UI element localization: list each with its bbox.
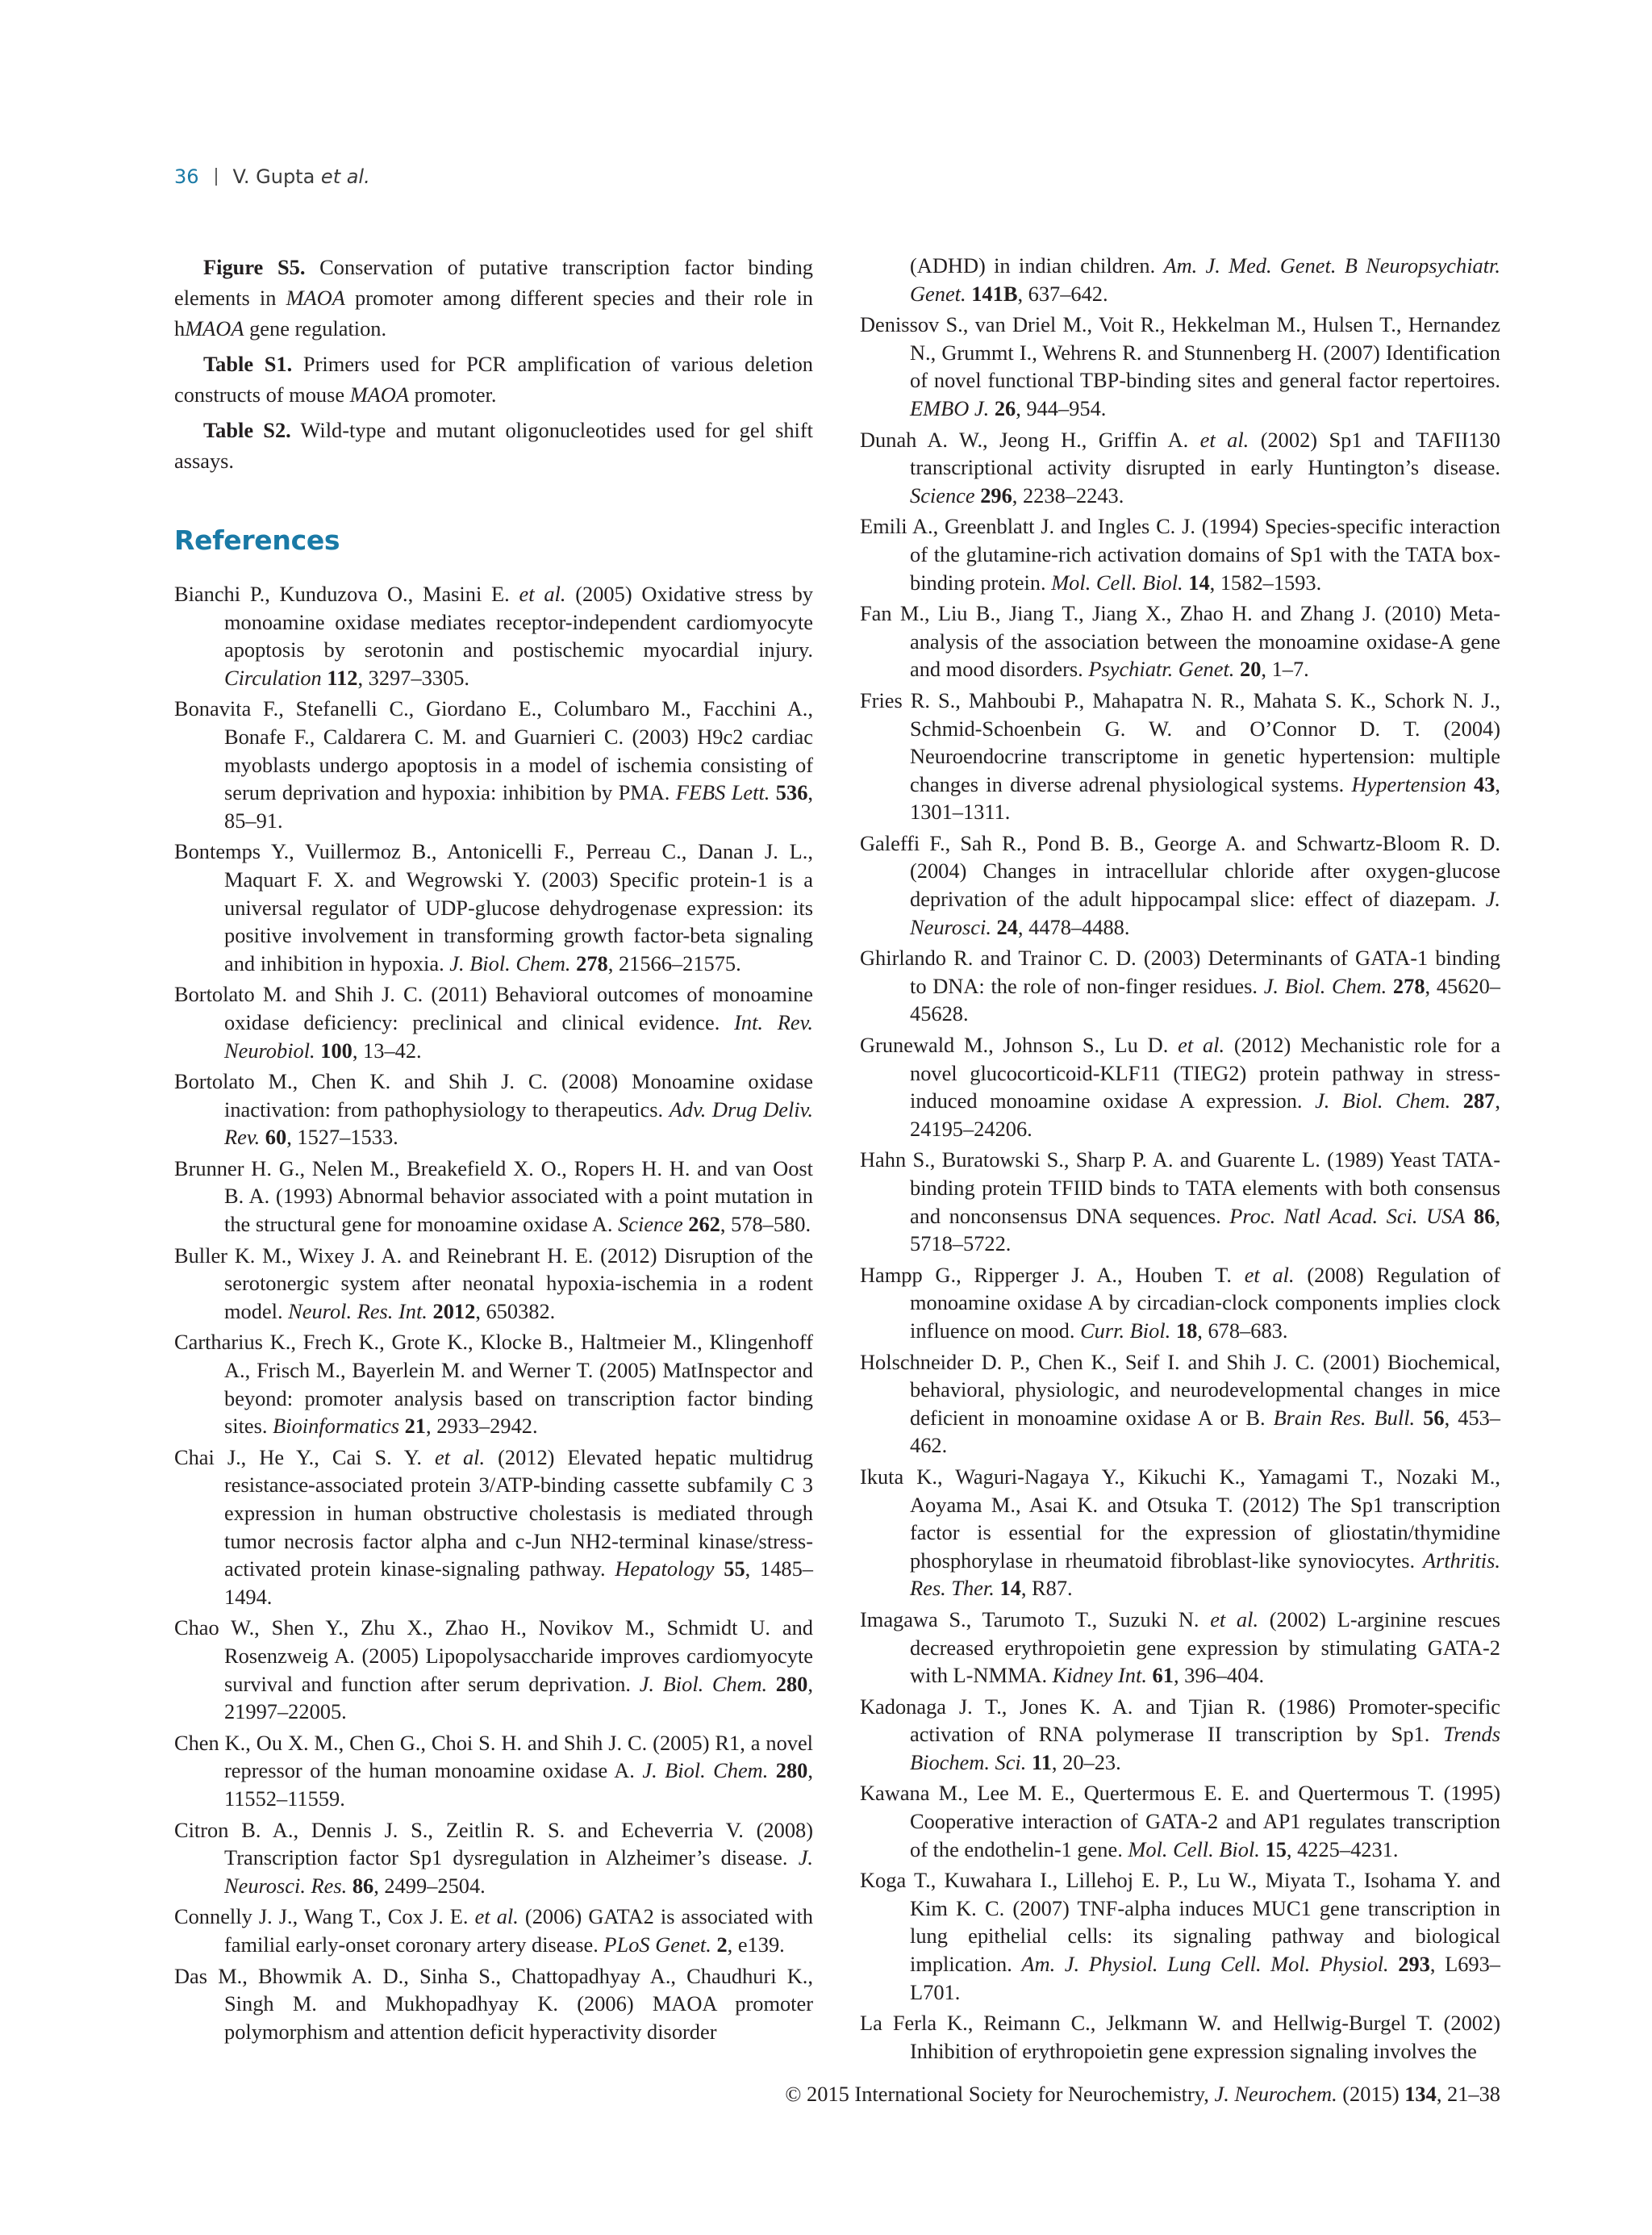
caption-label: Table S1. (203, 352, 293, 376)
reference-entry: Ghirlando R. and Trainor C. D. (2003) Determinants of GATA-1 binding to DNA: the role of non-finger residues. J. Biol. Chem. 278, 45620–45628. (860, 946, 1500, 1026)
reference-entry: Bonavita F., Stefanelli C., Giordano E., Columbaro M., Facchini A., Bonafe F., Caldarera C. M. and Guarnieri C. (2003) H9c2 cardiac myoblasts undergo apoptosis in a model of ischemia consisting of serum deprivation and hypoxia: inhibition by PMA. FEBS Lett. 536, 85–91. (174, 696, 813, 833)
caption-text: Wild-type and mutant oligonucleotides used for gel shift assays. (174, 418, 813, 473)
reference-entry: Fries R. S., Mahboubi P., Mahapatra N. R., Mahata S. K., Schork N. J., Schmid-Schoenbein G. W. and O’Connor D. T. (2004) Neuroendocrine transcriptome in genetic hypertension: multiple changes in diverse adrenal physiological systems. Hypertension 43, 1301–1311. (860, 687, 1500, 825)
left-column (174, 252, 813, 2049)
reference-entry: Chao W., Shen Y., Zhu X., Zhao H., Novikov M., Schmidt U. and Rosenzweig A. (2005) Lipopolysaccharide improves cardiomyocyte survival and function after serum deprivation. J. Biol. Chem. 280, 21997–22005. (174, 1615, 813, 1724)
reference-entry: Citron B. A., Dennis J. S., Zeitlin R. S. and Echeverria V. (2008) Transcription factor Sp1 dysregulation in Alzheimer’s disease. J. Neurosci. Res. 86, 2499–2504. (174, 1817, 813, 1898)
reference-entry: Hampp G., Ripperger J. A., Houben T. et al. (2008) Regulation of monoamine oxidase A by circadian-clock components implies clock influence on mood. Curr. Biol. 18, 678–683. (860, 1262, 1500, 1343)
reference-entry: Hahn S., Buratowski S., Sharp P. A. and Guarente L. (1989) Yeast TATA-binding protein TFIID binds to TATA elements with both consensus and nonconsensus DNA sequences. Proc. Natl Acad. Sci. USA 86, 5718–5722. (860, 1147, 1500, 1256)
reference-entry: Cartharius K., Frech K., Grote K., Klocke B., Haltmeier M., Klingenhoff A., Frisch M., Bayerlein M. and Werner T. (2005) MatInspector and beyond: promoter analysis based on transcription factor binding sites. Bioinformatics 21, 2933–2942. (174, 1330, 813, 1439)
references-list-right (860, 252, 1500, 2065)
reference-entry: Bortolato M. and Shih J. C. (2011) Behavioral outcomes of monoamine oxidase deficiency: preclinical and clinical evidence. Int. Rev. Neurobiol. 100, 13–42. (174, 982, 813, 1063)
reference-entry: Connelly J. J., Wang T., Cox J. E. et al. (2006) GATA2 is associated with familial early-onset coronary artery disease. PLoS Genet. 2, e139. (174, 1904, 813, 1957)
reference-entry: Bontemps Y., Vuillermoz B., Antonicelli F., Perreau C., Danan J. L., Maquart F. X. and Wegrowski Y. (2003) Specific protein-1 is a universal regulator of UDP-glucose dehydrogenase expression: its positive involvement in transforming growth factor-beta signaling and inhibition in hypoxia. J. Biol. Chem. 278, 21566–21575. (174, 839, 813, 975)
reference-entry: Denissov S., van Driel M., Voit R., Hekkelman M., Hulsen T., Hernandez N., Grummt I., Wehrens R. and Stunnenberg H. (2007) Identification of novel functional TBP-binding sites and general factor repertoires. EMBO J. 26, 944–954. (860, 312, 1500, 420)
reference-entry: Chen K., Ou X. M., Chen G., Choi S. H. and Shih J. C. (2005) R1, a novel repressor of the human monoamine oxidase A. J. Biol. Chem. 280, 11552–11559. (174, 1730, 813, 1811)
reference-entry: Buller K. M., Wixey J. A. and Reinebrant H. E. (2012) Disruption of the serotonergic system after neonatal hypoxia-ischemia in a rodent model. Neurol. Res. Int. 2012, 650382. (174, 1243, 813, 1323)
reference-entry: Ikuta K., Waguri-Nagaya Y., Kikuchi K., Yamagami T., Nozaki M., Aoyama M., Asai K. and Otsuka T. (2012) The Sp1 transcription factor is essential for the expression of gliostatin/thymidine phosphorylase in rheumatoid fibroblast-like synoviocytes. Arthritis. Res. Ther. 14, R87. (860, 1464, 1500, 1601)
reference-entry: Emili A., Greenblatt J. and Ingles C. J. (1994) Species-specific interaction of the glutamine-rich activation domains of Sp1 with the TATA box-binding protein. Mol. Cell. Biol. 14, 1582–1593. (860, 514, 1500, 595)
reference-entry: La Ferla K., Reimann C., Jelkmann W. and Hellwig-Burgel T. (2002) Inhibition of erythropoietin gene expression signaling involves the (860, 2011, 1500, 2063)
separator (215, 168, 217, 186)
reference-entry: Grunewald M., Johnson S., Lu D. et al. (2012) Mechanistic role for a novel glucocorticoid-KLF11 (TIEG2) protein pathway in stress-induced monoamine oxidase A expression. J. Biol. Chem. 287, 24195–24206. (860, 1033, 1500, 1141)
caption-text: Conservation of putative transcription factor binding elements in MAOA promoter among different species and their role in hMAOA gene regulation. (174, 255, 814, 340)
running-head-etal: et al. (320, 165, 370, 188)
reference-entry: Bianchi P., Kunduzova O., Masini E. et al. (2005) Oxidative stress by monoamine oxidase mediates receptor-independent cardiomyocyte apoptosis by serotonin and postischemic myocardial injury. Circulation 112, 3297–3305. (174, 582, 813, 690)
reference-entry: Galeffi F., Sah R., Pond B. B., George A. and Schwartz-Bloom R. D. (2004) Changes in intracellular chloride after oxygen-glucose deprivation of the adult hippocampal slice: effect of diazepam. J. Neurosci. 24, 4478–4488. (860, 830, 1500, 939)
reference-entry: Bortolato M., Chen K. and Shih J. C. (2008) Monoamine oxidase inactivation: from pathophysiology to therapeutics. Adv. Drug Deliv. Rev. 60, 1527–1533. (174, 1069, 813, 1150)
caption-label: Figure S5. (203, 255, 306, 279)
reference-entry: Kadonaga J. T., Jones K. A. and Tjian R. (1986) Promoter-specific activation of RNA polymerase II transcription by Sp1. Trends Biochem. Sci. 11, 20–23. (860, 1694, 1500, 1774)
caption (174, 252, 813, 344)
caption (174, 415, 813, 476)
reference-entry: Dunah A. W., Jeong H., Griffin A. et al. (2002) Sp1 and TAFII130 transcriptional activity disrupted in early Huntington’s disease. Science 296, 2238–2243. (860, 427, 1500, 508)
right-column (860, 252, 1500, 2068)
running-head (174, 165, 370, 188)
caption-text: Primers used for PCR amplification of various deletion constructs of mouse MAOA promoter. (174, 352, 813, 407)
reference-entry: Brunner H. G., Nelen M., Breakefield X. O., Ropers H. H. and van Oost B. A. (1993) Abnormal behavior associated with a point mutation in the structural gene for monoamine oxidase A. Science 262, 578–580. (174, 1155, 813, 1237)
caption-label: Table S2. (203, 418, 291, 442)
reference-entry: Fan M., Liu B., Jiang T., Jiang X., Zhao H. and Zhang J. (2010) Meta-analysis of the association between the monoamine oxidase-A gene and mood disorders. Psychiatr. Genet. 20, 1–7. (860, 601, 1500, 682)
references-heading: References (174, 524, 340, 556)
reference-continuation: (ADHD) in indian children. Am. J. Med. Genet. B Neuropsychiatr. Genet. 141B, 637–642. (910, 253, 1500, 306)
running-head-authors: V. Gupta (232, 165, 321, 188)
reference-entry: Chai J., He Y., Cai S. Y. et al. (2012) Elevated hepatic multidrug resistance-associated protein 3/ATP-binding cassette subfamily C 3 expression in human obstructive cholestasis is mediated through tumor necrosis factor alpha and c-Jun NH2-terminal kinase/stress-activated protein kinase-signaling pathway. Hepatology 55, 1485–1494. (174, 1444, 814, 1609)
supplementary-captions (174, 252, 813, 476)
page-footer: © 2015 International Society for Neurochemistry, J. Neurochem. (2015) 134, 21–38 (785, 2082, 1500, 2106)
reference-entry: Koga T., Kuwahara I., Lillehoj E. P., Lu W., Miyata T., Isohama Y. and Kim K. C. (2007) TNF-alpha induces MUC1 gene transcription in lung epithelial cells: its signaling pathway and biological implication. Am. J. Physiol. Lung Cell. Mol. Physiol. 293, L693–L701. (860, 1868, 1500, 2004)
page-number: 36 (174, 165, 199, 188)
reference-entry: Imagawa S., Tarumoto T., Suzuki N. et al. (2002) L-arginine rescues decreased erythropoietin gene expression by stimulating GATA-2 with L-NMMA. Kidney Int. 61, 396–404. (860, 1606, 1500, 1688)
reference-entry: Das M., Bhowmik A. D., Sinha S., Chattopadhyay A., Chaudhuri K., Singh M. and Mukhopadhyay K. (2006) MAOA promoter polymorphism and attention deficit hyperactivity disorder (174, 1963, 813, 2044)
reference-entry: Kawana M., Lee M. E., Quertermous E. E. and Quertermous T. (1995) Cooperative interaction of GATA-2 and AP1 regulates transcription of the endothelin-1 gene. Mol. Cell. Biol. 15, 4225–4231. (860, 1781, 1500, 1861)
caption (174, 349, 813, 410)
references-list-left (174, 580, 813, 2045)
reference-entry: Holschneider D. P., Chen K., Seif I. and Shih J. C. (2001) Biochemical, behavioral, physiologic, and neurodevelopmental changes in mice deficient in monoamine oxidase A or B. Brain Res. Bull. 56, 453–462. (860, 1349, 1500, 1458)
